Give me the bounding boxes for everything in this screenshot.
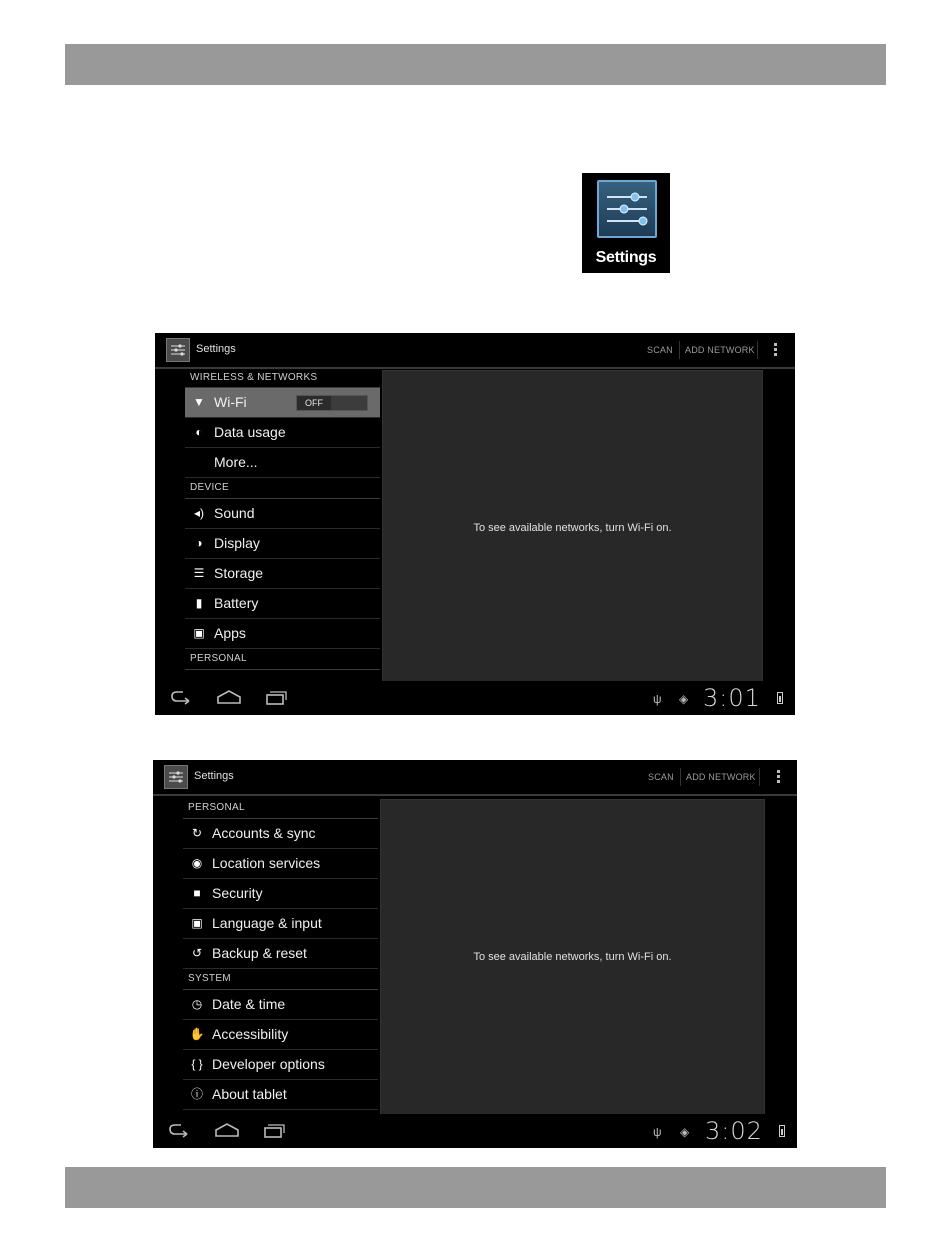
list-item-accounts-sync[interactable] [183,819,378,849]
action-divider [679,341,680,359]
status-clock: 3:02 [705,1117,763,1145]
back-icon[interactable] [167,1122,191,1138]
launcher-label: Settings [595,249,657,266]
list-item-sound[interactable] [185,499,380,529]
item-label: More... [214,454,258,470]
item-label: Language & input [212,915,322,931]
section-header-personal: PERSONAL [185,649,380,670]
add-network-button[interactable]: ADD NETWORK [686,772,756,782]
item-label: Battery [214,595,259,611]
item-label: Data usage [214,424,286,440]
action-bar [155,333,795,369]
list-item-data-usage[interactable] [185,418,380,448]
home-icon[interactable] [214,1122,240,1138]
apps-icon: ▣ [193,626,205,640]
list-item-developer[interactable] [183,1050,378,1080]
item-label: Sound [214,505,255,521]
settings-screen-personal [153,760,797,1148]
wifi-off-message: To see available networks, turn Wi-Fi on. [473,951,672,963]
settings-list [183,798,378,1110]
app-title: Settings [196,343,236,355]
list-item-date-time[interactable] [183,990,378,1020]
sync-icon: ↻ [191,826,203,840]
android-debug-icon: ◈ [679,692,689,706]
settings-app-icon[interactable] [166,338,190,362]
home-icon[interactable] [216,689,242,705]
settings-launcher[interactable] [582,173,670,273]
list-item-language[interactable] [183,909,378,939]
list-item-backup[interactable] [183,939,378,969]
hand-icon: ✋ [189,1027,205,1041]
scan-button[interactable]: SCAN [647,345,673,355]
add-network-button[interactable]: ADD NETWORK [685,345,755,355]
list-item-accessibility[interactable] [183,1020,378,1050]
action-bar [153,760,797,796]
keyboard-a-icon: ▣ [191,916,203,930]
settings-app-icon[interactable] [164,765,188,789]
item-label: Accessibility [212,1026,289,1042]
battery-icon: ▮ [195,596,203,610]
settings-list [185,369,380,670]
list-item-about[interactable] [183,1080,378,1110]
battery-status-icon [779,1125,785,1137]
detail-pane [380,799,765,1115]
action-divider [757,341,758,359]
item-label: About tablet [212,1086,287,1102]
header-band [65,44,886,85]
app-title: Settings [194,770,234,782]
lock-icon: ■ [193,886,201,900]
wifi-off-message: To see available networks, turn Wi-Fi on. [473,522,672,534]
section-header-device: DEVICE [185,478,380,499]
usb-icon: ψ [653,1125,662,1139]
item-label: Security [212,885,263,901]
brightness-icon: ◑ [195,536,203,550]
detail-pane [382,370,763,682]
battery-status-icon [777,692,783,704]
toggle-label: OFF [297,396,331,410]
system-nav-bar [153,1114,797,1148]
recent-apps-icon[interactable] [265,689,287,705]
item-label: Developer options [212,1056,325,1072]
android-debug-icon: ◈ [680,1125,690,1139]
action-divider [759,768,760,786]
data-usage-icon: ◐ [195,425,203,439]
item-label: Backup & reset [212,945,307,961]
backup-restore-icon: ↺ [191,946,203,960]
item-label: Date & time [212,996,286,1012]
item-label: Storage [214,565,264,581]
usb-icon: ψ [653,692,662,706]
settings-sliders-icon [597,180,657,238]
speaker-icon: ◂) [193,506,205,520]
item-label: Accounts & sync [212,825,316,841]
list-item-storage[interactable] [185,559,380,589]
footer-band [65,1167,886,1208]
back-icon[interactable] [169,689,193,705]
list-item-location[interactable] [183,849,378,879]
list-item-wifi[interactable] [185,388,380,418]
overflow-menu-icon[interactable] [774,343,778,358]
item-label: Wi-Fi [214,394,247,410]
section-header-system: SYSTEM [183,969,378,990]
location-icon: ◉ [191,856,203,870]
storage-icon: ☰ [193,566,205,580]
list-item-security[interactable] [183,879,378,909]
wifi-icon: ▼ [193,395,205,409]
info-icon: ⓘ [190,1087,203,1101]
overflow-menu-icon[interactable] [777,770,781,785]
action-divider [680,768,681,786]
list-item-display[interactable] [185,529,380,559]
list-item-apps[interactable] [185,619,380,649]
list-item-more[interactable] [185,448,380,478]
item-label: Display [214,535,260,551]
scan-button[interactable]: SCAN [648,772,674,782]
clock-icon: ◷ [191,997,203,1011]
system-nav-bar [155,681,795,715]
section-header-wireless: WIRELESS & NETWORKS [185,369,380,388]
braces-icon: { } [191,1057,203,1071]
list-item-battery[interactable] [185,589,380,619]
item-label: Location services [212,855,321,871]
wifi-toggle[interactable] [296,395,368,411]
status-clock: 3:01 [703,684,761,712]
item-label: Apps [214,625,246,641]
section-header-personal: PERSONAL [183,798,378,819]
recent-apps-icon[interactable] [263,1122,285,1138]
settings-screen-wireless [155,333,795,715]
